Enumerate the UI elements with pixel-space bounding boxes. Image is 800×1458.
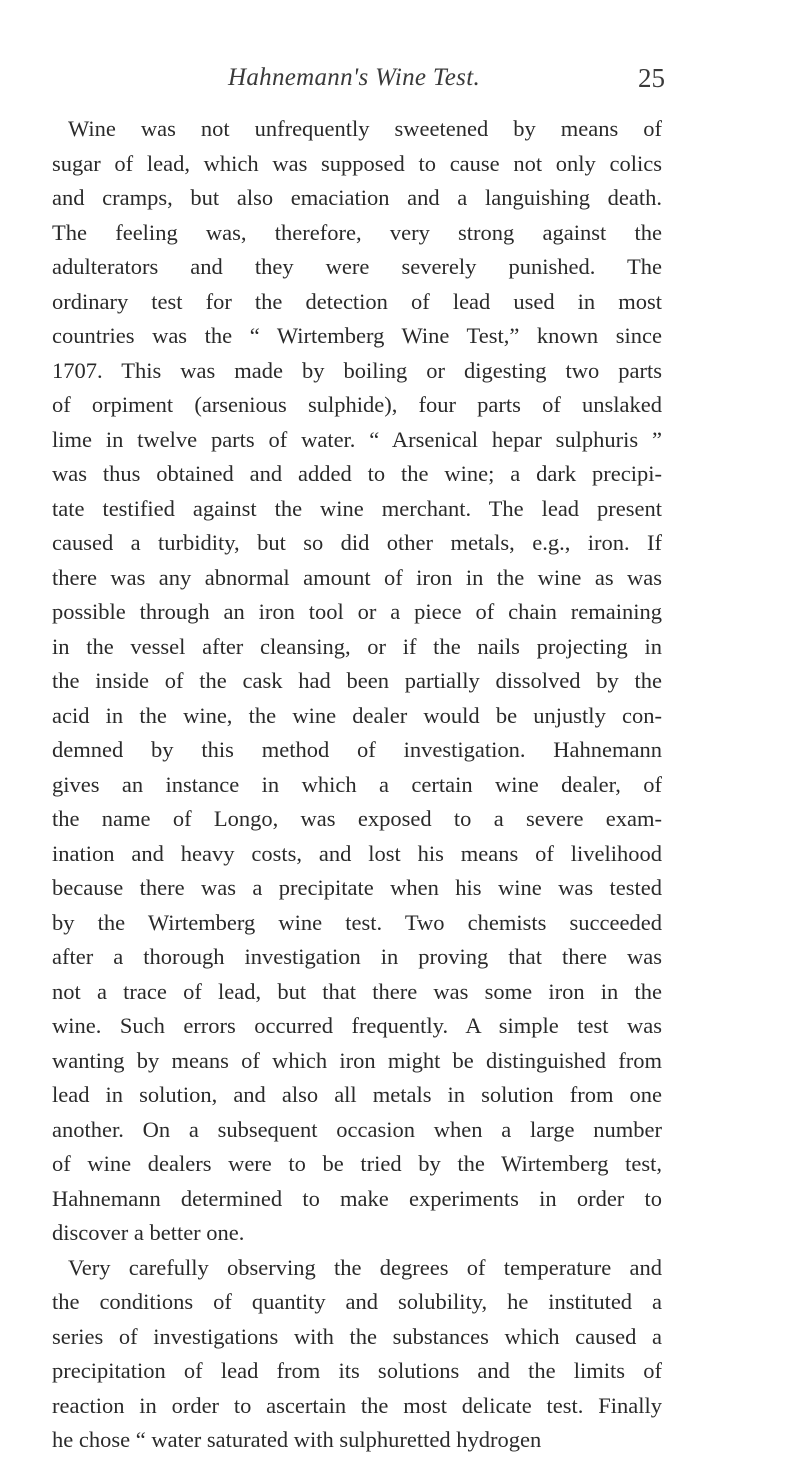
text-line: wanting by means of which iron might be distinguished from bbox=[52, 1047, 662, 1073]
text-line: tate testified against the wine merchant. The lead present bbox=[52, 495, 662, 521]
text-line: the inside of the cask had been partially dissolved by the bbox=[52, 668, 662, 693]
running-title: Hahnemann's Wine Test. bbox=[228, 64, 480, 91]
text-line: the conditions of quantity and solubility, he instituted a bbox=[52, 1289, 662, 1314]
text-line: Hahnemann determined to make experiments in order to bbox=[52, 1185, 662, 1211]
text-line: and cramps, but also emaciation and a languishing death. bbox=[52, 185, 662, 210]
text-line: demned by this method of investigation. Hahnemann bbox=[52, 737, 662, 762]
text-line: Very carefully observing the degrees of temperature and bbox=[68, 1254, 662, 1280]
text-line: Wine was not unfrequently sweetened by means of bbox=[68, 116, 662, 141]
text-line: adulterators and they were severely punished. The bbox=[52, 254, 662, 279]
text-line: the name of Longo, was exposed to a severe exam- bbox=[52, 806, 662, 831]
text-line: The feeling was, therefore, very strong against the bbox=[52, 219, 662, 245]
text-line: precipitation of lead from its solutions and the limits of bbox=[52, 1358, 662, 1383]
text-line: ordinary test for the detection of lead used in most bbox=[52, 288, 662, 314]
text-line: by the Wirtemberg wine test. Two chemists succeeded bbox=[52, 909, 662, 935]
text-line: in the vessel after cleansing, or if the nails projecting in bbox=[52, 633, 662, 659]
body-text bbox=[52, 112, 662, 1458]
text-line: acid in the wine, the wine dealer would be unjustly con- bbox=[52, 702, 662, 728]
text-line: discover a better one. bbox=[52, 1220, 245, 1245]
text-line: series of investigations with the substances which caused a bbox=[52, 1323, 662, 1349]
text-line: ination and heavy costs, and lost his means of livelihood bbox=[52, 840, 662, 866]
text-line: he chose “ water saturated with sulphuretted hydrogen bbox=[52, 1427, 542, 1452]
text-line: caused a turbidity, but so did other metals, e.g., iron. If bbox=[52, 530, 662, 555]
text-line: countries was the “ Wirtemberg Wine Test,” known since bbox=[52, 323, 662, 348]
text-line: after a thorough investigation in proving that there was bbox=[52, 944, 662, 969]
text-line: reaction in order to ascertain the most delicate test. Finally bbox=[52, 1392, 662, 1418]
text-line: of wine dealers were to be tried by the Wirtemberg test, bbox=[52, 1151, 662, 1176]
text-line: lead in solution, and also all metals in solution from one bbox=[52, 1082, 662, 1107]
text-line: there was any abnormal amount of iron in the wine as was bbox=[52, 564, 662, 590]
text-line: was thus obtained and added to the wine; a dark precipi- bbox=[52, 461, 662, 486]
text-line: of orpiment (arsenious sulphide), four parts of unslaked bbox=[52, 392, 662, 417]
text-line: because there was a precipitate when his wine was tested bbox=[52, 875, 662, 900]
text-line: possible through an iron tool or a piece of chain remaining bbox=[52, 599, 662, 624]
text-line: another. On a subsequent occasion when a large number bbox=[52, 1116, 662, 1142]
text-line: lime in twelve parts of water. “ Arsenical hepar sulphuris ” bbox=[52, 426, 662, 452]
text-line: gives an instance in which a certain wine dealer, of bbox=[52, 771, 662, 797]
text-line: sugar of lead, which was supposed to cause not only colics bbox=[52, 150, 662, 176]
text-line: not a trace of lead, but that there was some iron in the bbox=[52, 978, 662, 1004]
text-line: wine. Such errors occurred frequently. A simple test was bbox=[52, 1013, 662, 1038]
text-line: 1707. This was made by boiling or digesting two parts bbox=[52, 357, 662, 383]
page-number: 25 bbox=[638, 63, 665, 93]
